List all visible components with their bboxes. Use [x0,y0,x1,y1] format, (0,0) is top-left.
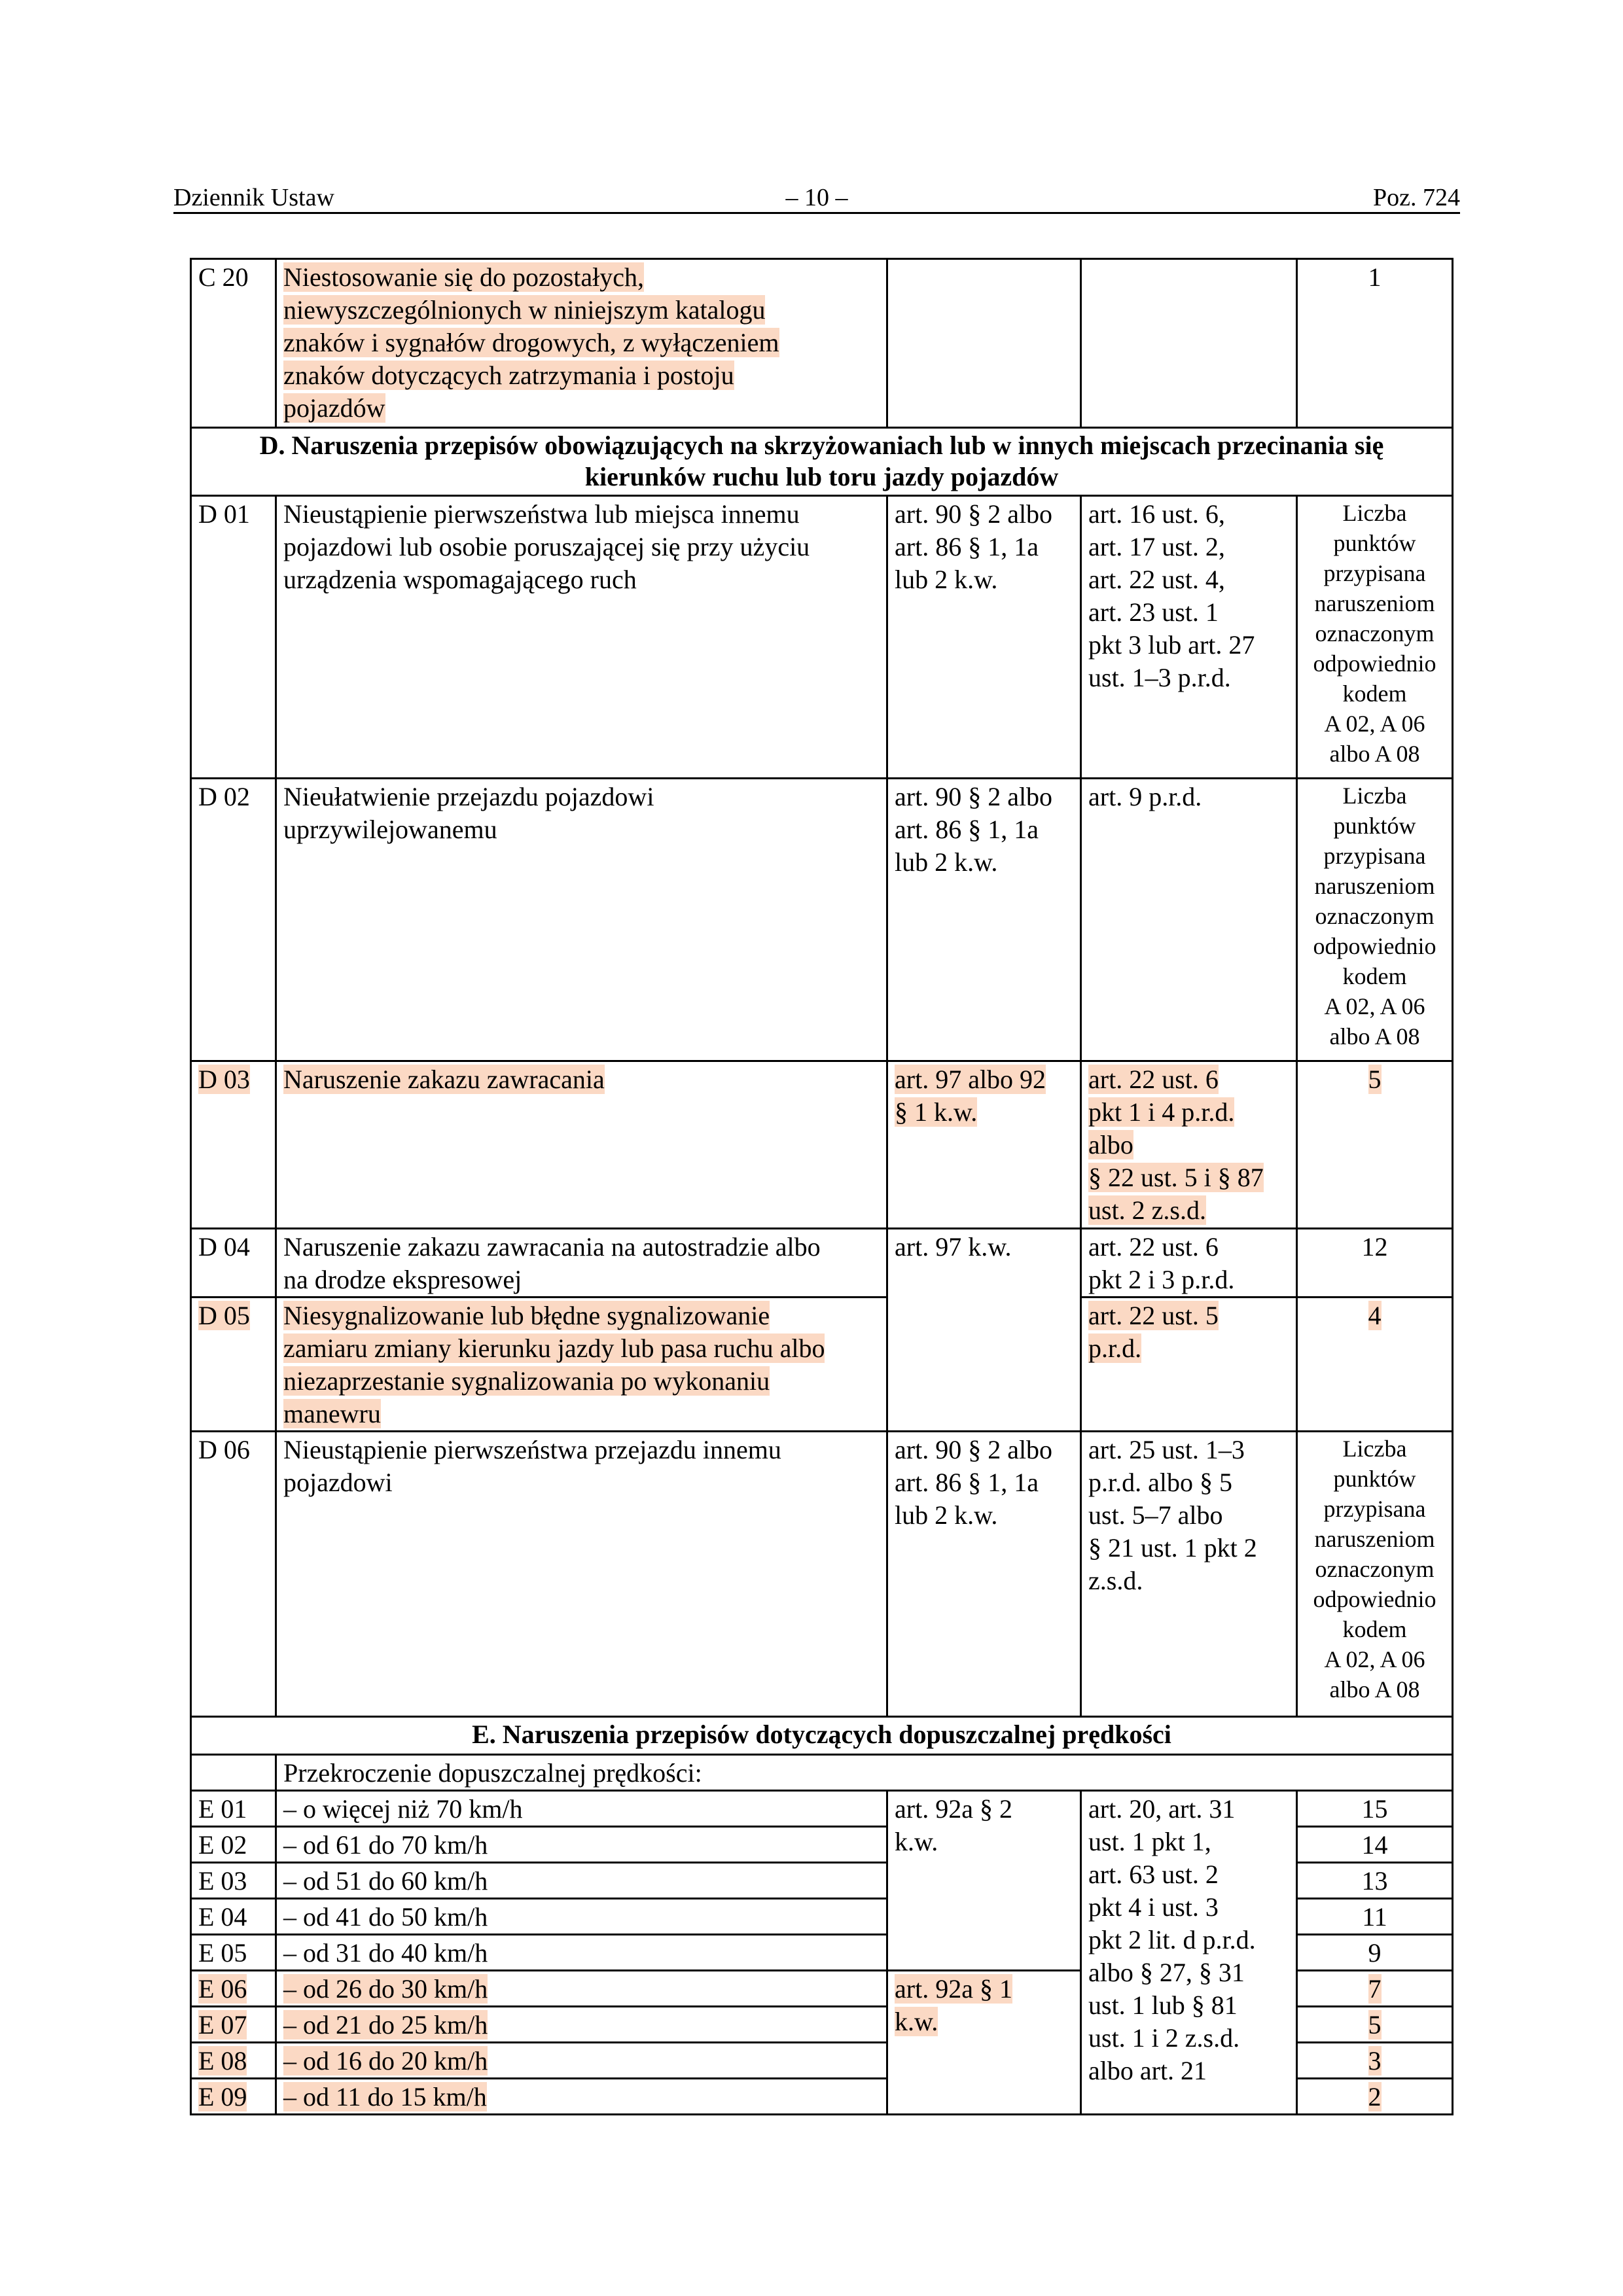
section-row [191,428,1453,496]
points-cell: 13 [1297,1863,1453,1899]
description-cell: Nieustąpienie pierwszeństwa przejazdu innemu pojazdowi [276,1432,887,1717]
points-cell: 1 [1297,259,1453,428]
code-cell: D 04 [191,1229,276,1298]
description-cell: Przekroczenie dopuszczalnej prędkości: [276,1755,1453,1791]
description-cell: – od 26 do 30 km/h [276,1971,887,2007]
desc-line: pojazdów [283,393,385,423]
journal-title: Dziennik Ustaw [173,184,334,211]
code-cell: E 05 [191,1935,276,1971]
description-cell: Nieustąpienie pierwszeństwa lub miejsca innemu pojazdowi lub osobie poruszającej się przy użyciu urządzenia wspomagającego ruch [276,496,887,779]
points-cell: 9 [1297,1935,1453,1971]
code-cell: E 02 [191,1827,276,1863]
table-row [191,1755,1453,1791]
code-cell: D 02 [191,779,276,1061]
kw-cell: art. 92a § 1 k.w. [887,1971,1081,2115]
points-cell: 5 [1297,2007,1453,2043]
description-cell: – od 61 do 70 km/h [276,1827,887,1863]
kw-cell: art. 97 k.w. [887,1229,1081,1432]
table-row [191,1061,1453,1229]
prd-cell [1081,259,1297,428]
points-cell: Liczba punktów przypisana naruszeniom oznaczonym odpowiednio kodem A 02, A 06 albo A 08 [1297,779,1453,1061]
table-row [191,1229,1453,1298]
points-cell: 12 [1297,1229,1453,1298]
desc-line: niewyszczególnionych w niniejszym katalogu [283,295,766,325]
prd-cell: art. 22 ust. 6 pkt 2 i 3 p.r.d. [1081,1229,1297,1298]
code-cell: D 03 [191,1061,276,1229]
description-cell: – od 16 do 20 km/h [276,2043,887,2079]
description-cell: – od 41 do 50 km/h [276,1899,887,1935]
kw-cell [887,259,1081,428]
description-cell: – od 11 do 15 km/h [276,2079,887,2115]
code-cell: E 03 [191,1863,276,1899]
description-cell [276,259,887,428]
description-cell: Niesygnalizowanie lub błędne sygnalizowanie zamiaru zmiany kierunku jazdy lub pasa ruchu albo niezaprzestanie sygnalizowania po wykonaniu manewru [276,1298,887,1432]
table-row [191,259,1453,428]
desc-line: Niestosowanie się do pozostałych, [283,262,644,292]
code-cell: C 20 [191,259,276,428]
description-cell: Naruszenie zakazu zawracania [276,1061,887,1229]
position-number: Poz. 724 [1373,184,1460,211]
kw-cell: art. 90 § 2 albo art. 86 § 1, 1a lub 2 k.w. [887,779,1081,1061]
table-row [191,496,1453,779]
points-cell: 7 [1297,1971,1453,2007]
section-e-heading: E. Naruszenia przepisów dotyczących dopuszczalnej prędkości [191,1717,1453,1755]
points-cell: 11 [1297,1899,1453,1935]
code-cell: D 05 [191,1298,276,1432]
table-row [191,1791,1453,1827]
points-cell: 14 [1297,1827,1453,1863]
code-cell: E 07 [191,2007,276,2043]
points-cell: 2 [1297,2079,1453,2115]
section-d-heading: D. Naruszenia przepisów obowiązujących na skrzyżowaniach lub w innych miejscach przecinania się kierunków ruchu lub toru jazdy pojazdów [191,428,1453,496]
kw-cell: art. 92a § 2 k.w. [887,1791,1081,1971]
code-cell: E 04 [191,1899,276,1935]
prd-cell: art. 20, art. 31 ust. 1 pkt 1, art. 63 ust. 2 pkt 4 i ust. 3 pkt 2 lit. d p.r.d. albo § 27, § 31 ust. 1 lub § 81 ust. 1 i 2 z.s.d. albo art. 21 [1081,1791,1297,2115]
violations-table [190,258,1454,2115]
points-cell: Liczba punktów przypisana naruszeniom oznaczonym odpowiednio kodem A 02, A 06 albo A 08 [1297,1432,1453,1717]
kw-cell: art. 90 § 2 albo art. 86 § 1, 1a lub 2 k.w. [887,496,1081,779]
description-cell: – od 31 do 40 km/h [276,1935,887,1971]
table-row [191,1298,1453,1432]
code-cell: E 01 [191,1791,276,1827]
prd-cell: art. 22 ust. 5 p.r.d. [1081,1298,1297,1432]
desc-line: znaków i sygnałów drogowych, z wyłączeniem [283,328,779,357]
prd-cell: art. 16 ust. 6, art. 17 ust. 2, art. 22 ust. 4, art. 23 ust. 1 pkt 3 lub art. 27 ust. 1–3 p.r.d. [1081,496,1297,779]
page-number: – 10 – [785,184,848,211]
code-cell: E 06 [191,1971,276,2007]
page-header [173,183,1460,214]
code-cell [191,1755,276,1791]
points-cell: 15 [1297,1791,1453,1827]
points-cell: 4 [1297,1298,1453,1432]
description-cell: – od 51 do 60 km/h [276,1863,887,1899]
prd-cell: art. 22 ust. 6 pkt 1 i 4 p.r.d. albo § 22 ust. 5 i § 87 ust. 2 z.s.d. [1081,1061,1297,1229]
description-cell: Naruszenie zakazu zawracania na autostradzie albo na drodze ekspresowej [276,1229,887,1298]
points-cell: Liczba punktów przypisana naruszeniom oznaczonym odpowiednio kodem A 02, A 06 albo A 08 [1297,496,1453,779]
code-cell: E 08 [191,2043,276,2079]
code-cell: D 01 [191,496,276,779]
description-cell: Nieułatwienie przejazdu pojazdowi uprzywilejowanemu [276,779,887,1061]
desc-line: znaków dotyczących zatrzymania i postoju [283,361,734,390]
description-cell: – od 21 do 25 km/h [276,2007,887,2043]
prd-cell: art. 9 p.r.d. [1081,779,1297,1061]
section-row [191,1717,1453,1755]
prd-cell: art. 25 ust. 1–3 p.r.d. albo § 5 ust. 5–7 albo § 21 ust. 1 pkt 2 z.s.d. [1081,1432,1297,1717]
kw-cell: art. 97 albo 92 § 1 k.w. [887,1061,1081,1229]
points-cell: 3 [1297,2043,1453,2079]
table-row [191,1432,1453,1717]
code-cell: D 06 [191,1432,276,1717]
code-cell: E 09 [191,2079,276,2115]
description-cell: – o więcej niż 70 km/h [276,1791,887,1827]
kw-cell: art. 90 § 2 albo art. 86 § 1, 1a lub 2 k.w. [887,1432,1081,1717]
points-cell: 5 [1297,1061,1453,1229]
table-row [191,779,1453,1061]
